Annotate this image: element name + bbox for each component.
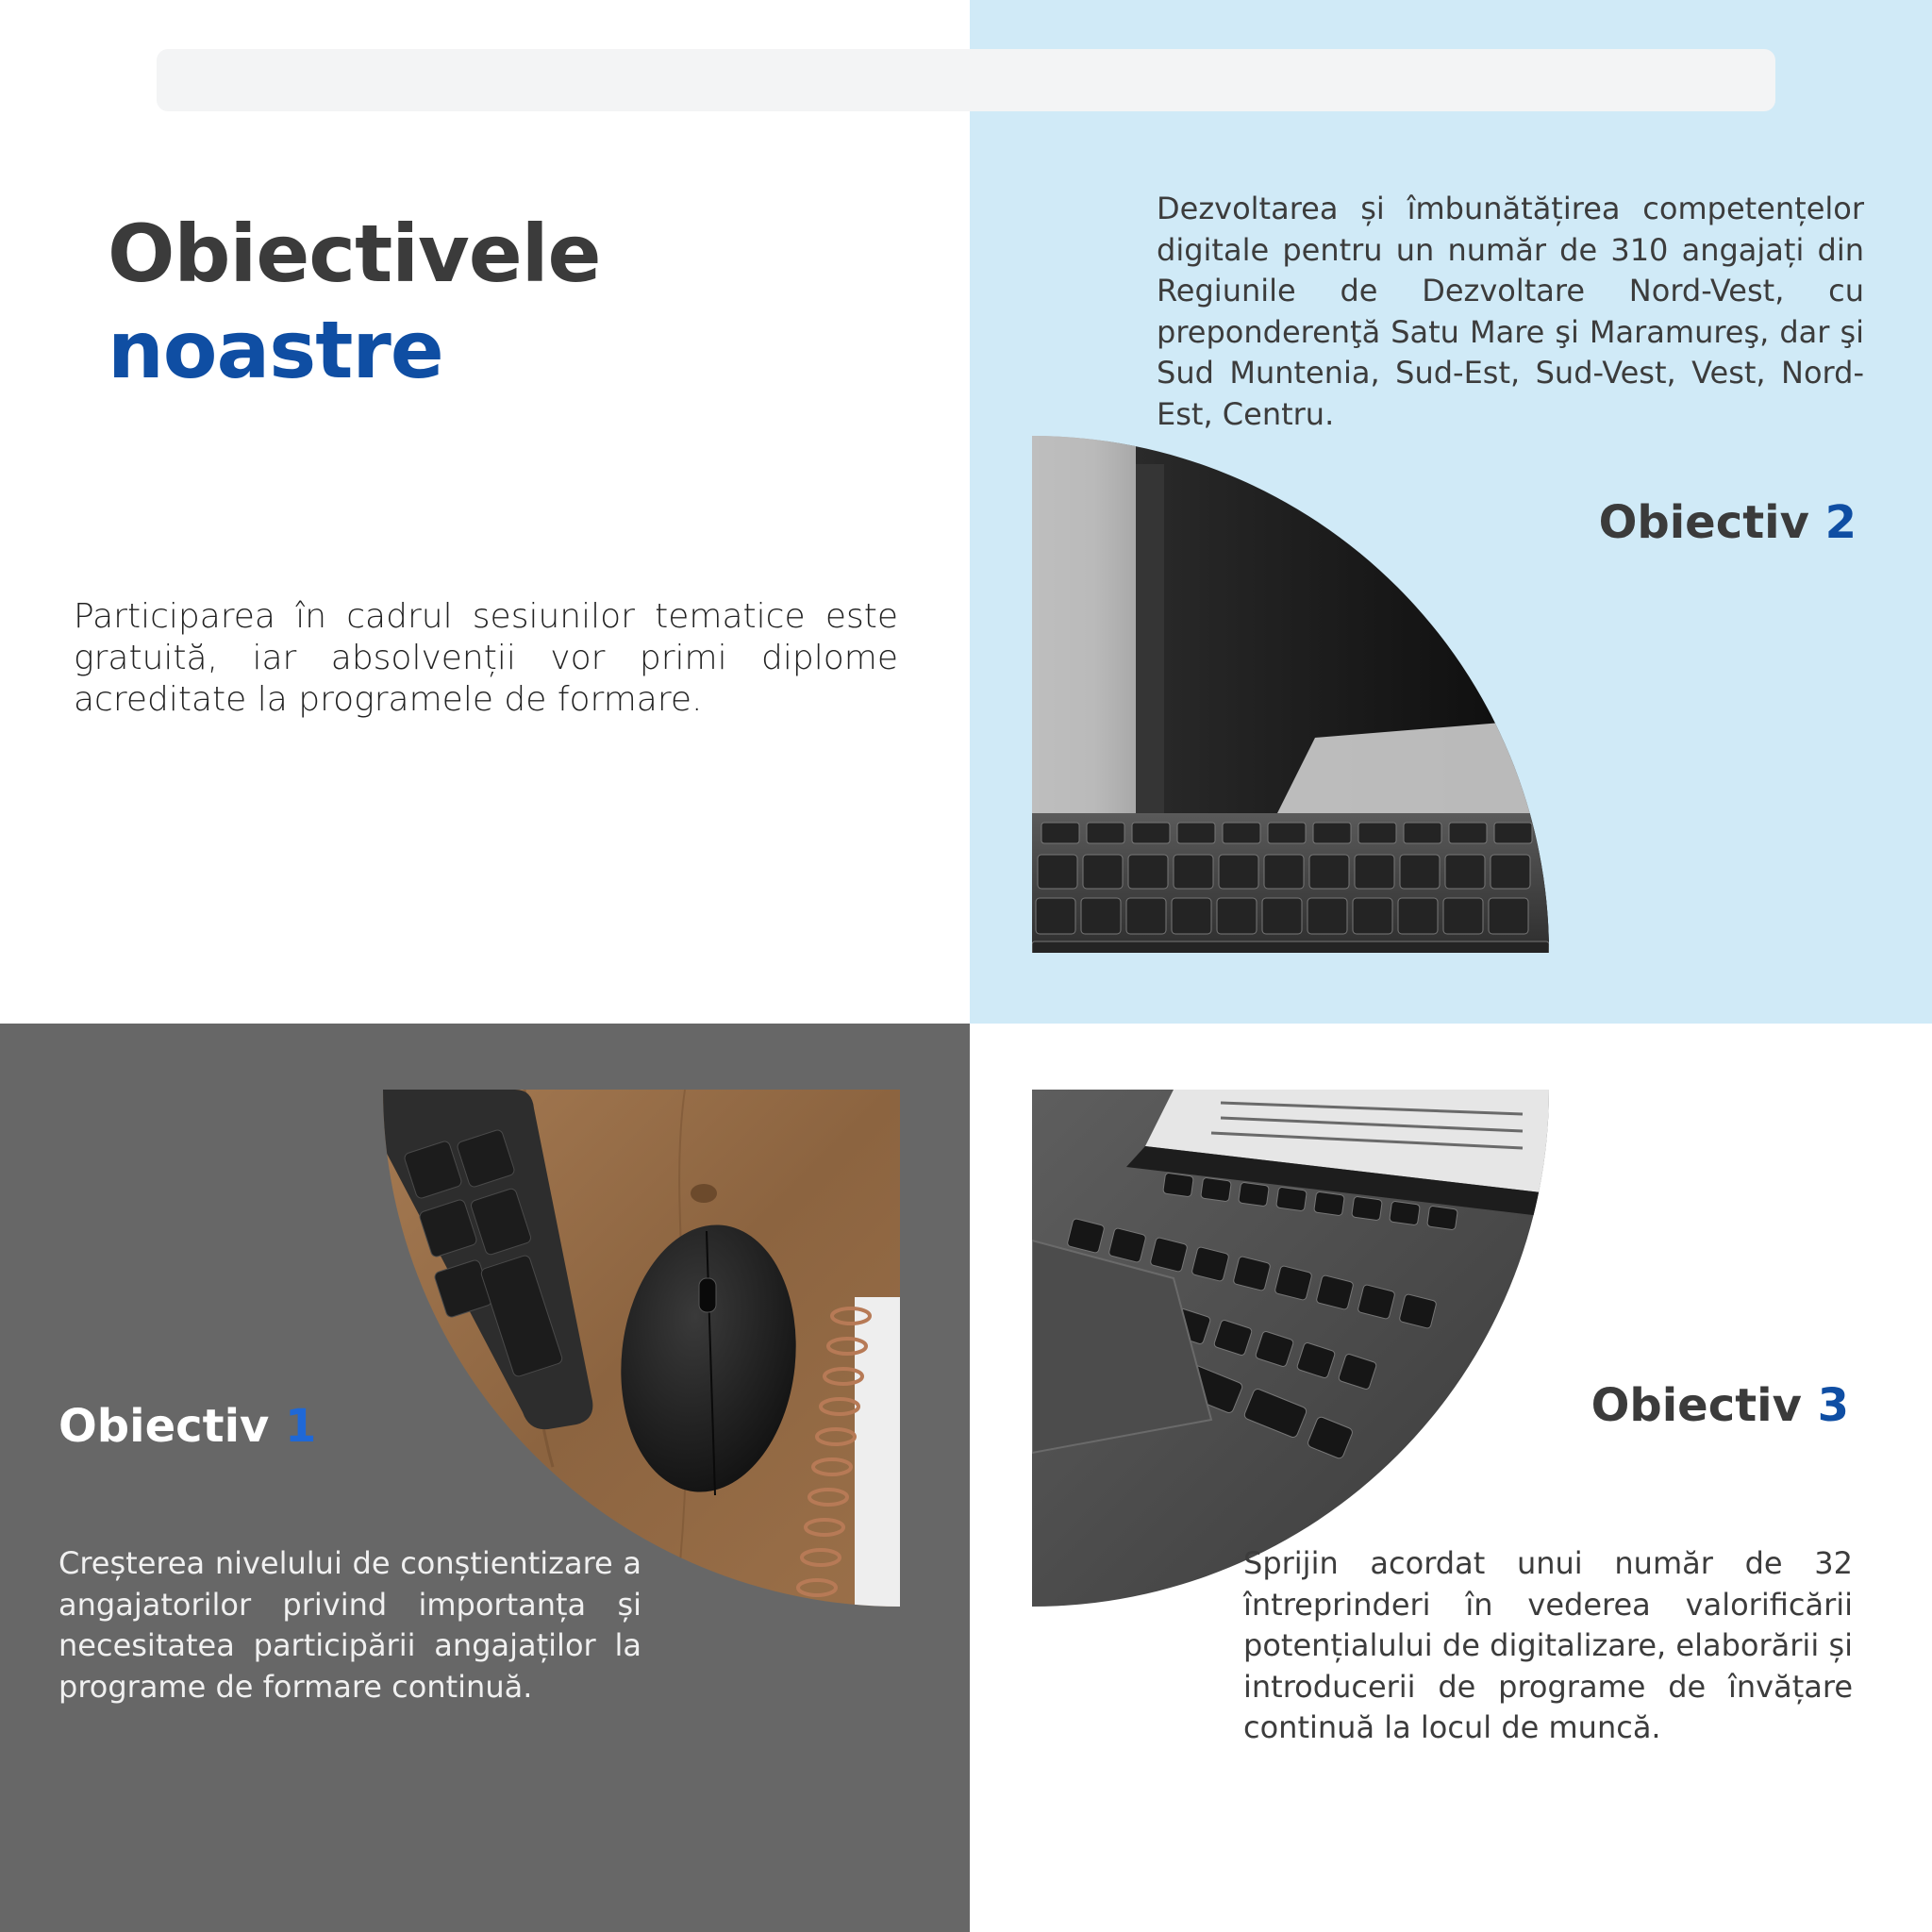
objective-3-title [1591, 1379, 1849, 1432]
page-title-line1: Obiectivele [108, 208, 601, 300]
page-title [108, 206, 601, 398]
keyboard-photo [1032, 436, 1549, 953]
objective-1-number: 1 [285, 1400, 317, 1453]
panel-top-left [0, 0, 970, 1024]
objective-3-number: 3 [1817, 1379, 1849, 1432]
objective-2-number: 2 [1824, 496, 1857, 549]
objective-1-label: Obiectiv [58, 1400, 270, 1453]
intro-text: Participarea în cadrul sesiunilor tematice este gratuită, iar absolvenții vor primi diplome acreditate la programele de formare. [74, 597, 898, 719]
objective-3-text: Sprijin acordat unui număr de 32 întreprinderi în vederea valorificării potențialului de digitalizare, elaborării și introducerii de programe de învățare continuă la locul de muncă. [1243, 1545, 1853, 1745]
objective-1-title [58, 1400, 316, 1453]
objective-3-label: Obiectiv [1591, 1379, 1802, 1432]
mouse-keyboard-desk-photo [383, 1090, 900, 1607]
objective-2-label: Obiectiv [1598, 496, 1809, 549]
objective-2-text: Dezvoltarea și îmbunătățirea competențelor digitale pentru un număr de 310 angajați din Regiunile de Dezvoltare Nord-Vest, cu preponderenţă Satu Mare şi Maramureş, dar şi Sud Muntenia, Sud-Est, Sud-Vest, Vest, Nord-Est, Centru. [1157, 191, 1864, 432]
laptop-keyboard-photo [1032, 1090, 1549, 1607]
page-title-line2: noastre [108, 304, 443, 396]
objective-2-title [1599, 496, 1857, 549]
top-bar [157, 49, 1775, 111]
objective-1-text: Creșterea nivelului de conștientizare a angajatorilor privind importanța și necesitatea participării angajaților la programe de formare continuă. [58, 1545, 641, 1705]
